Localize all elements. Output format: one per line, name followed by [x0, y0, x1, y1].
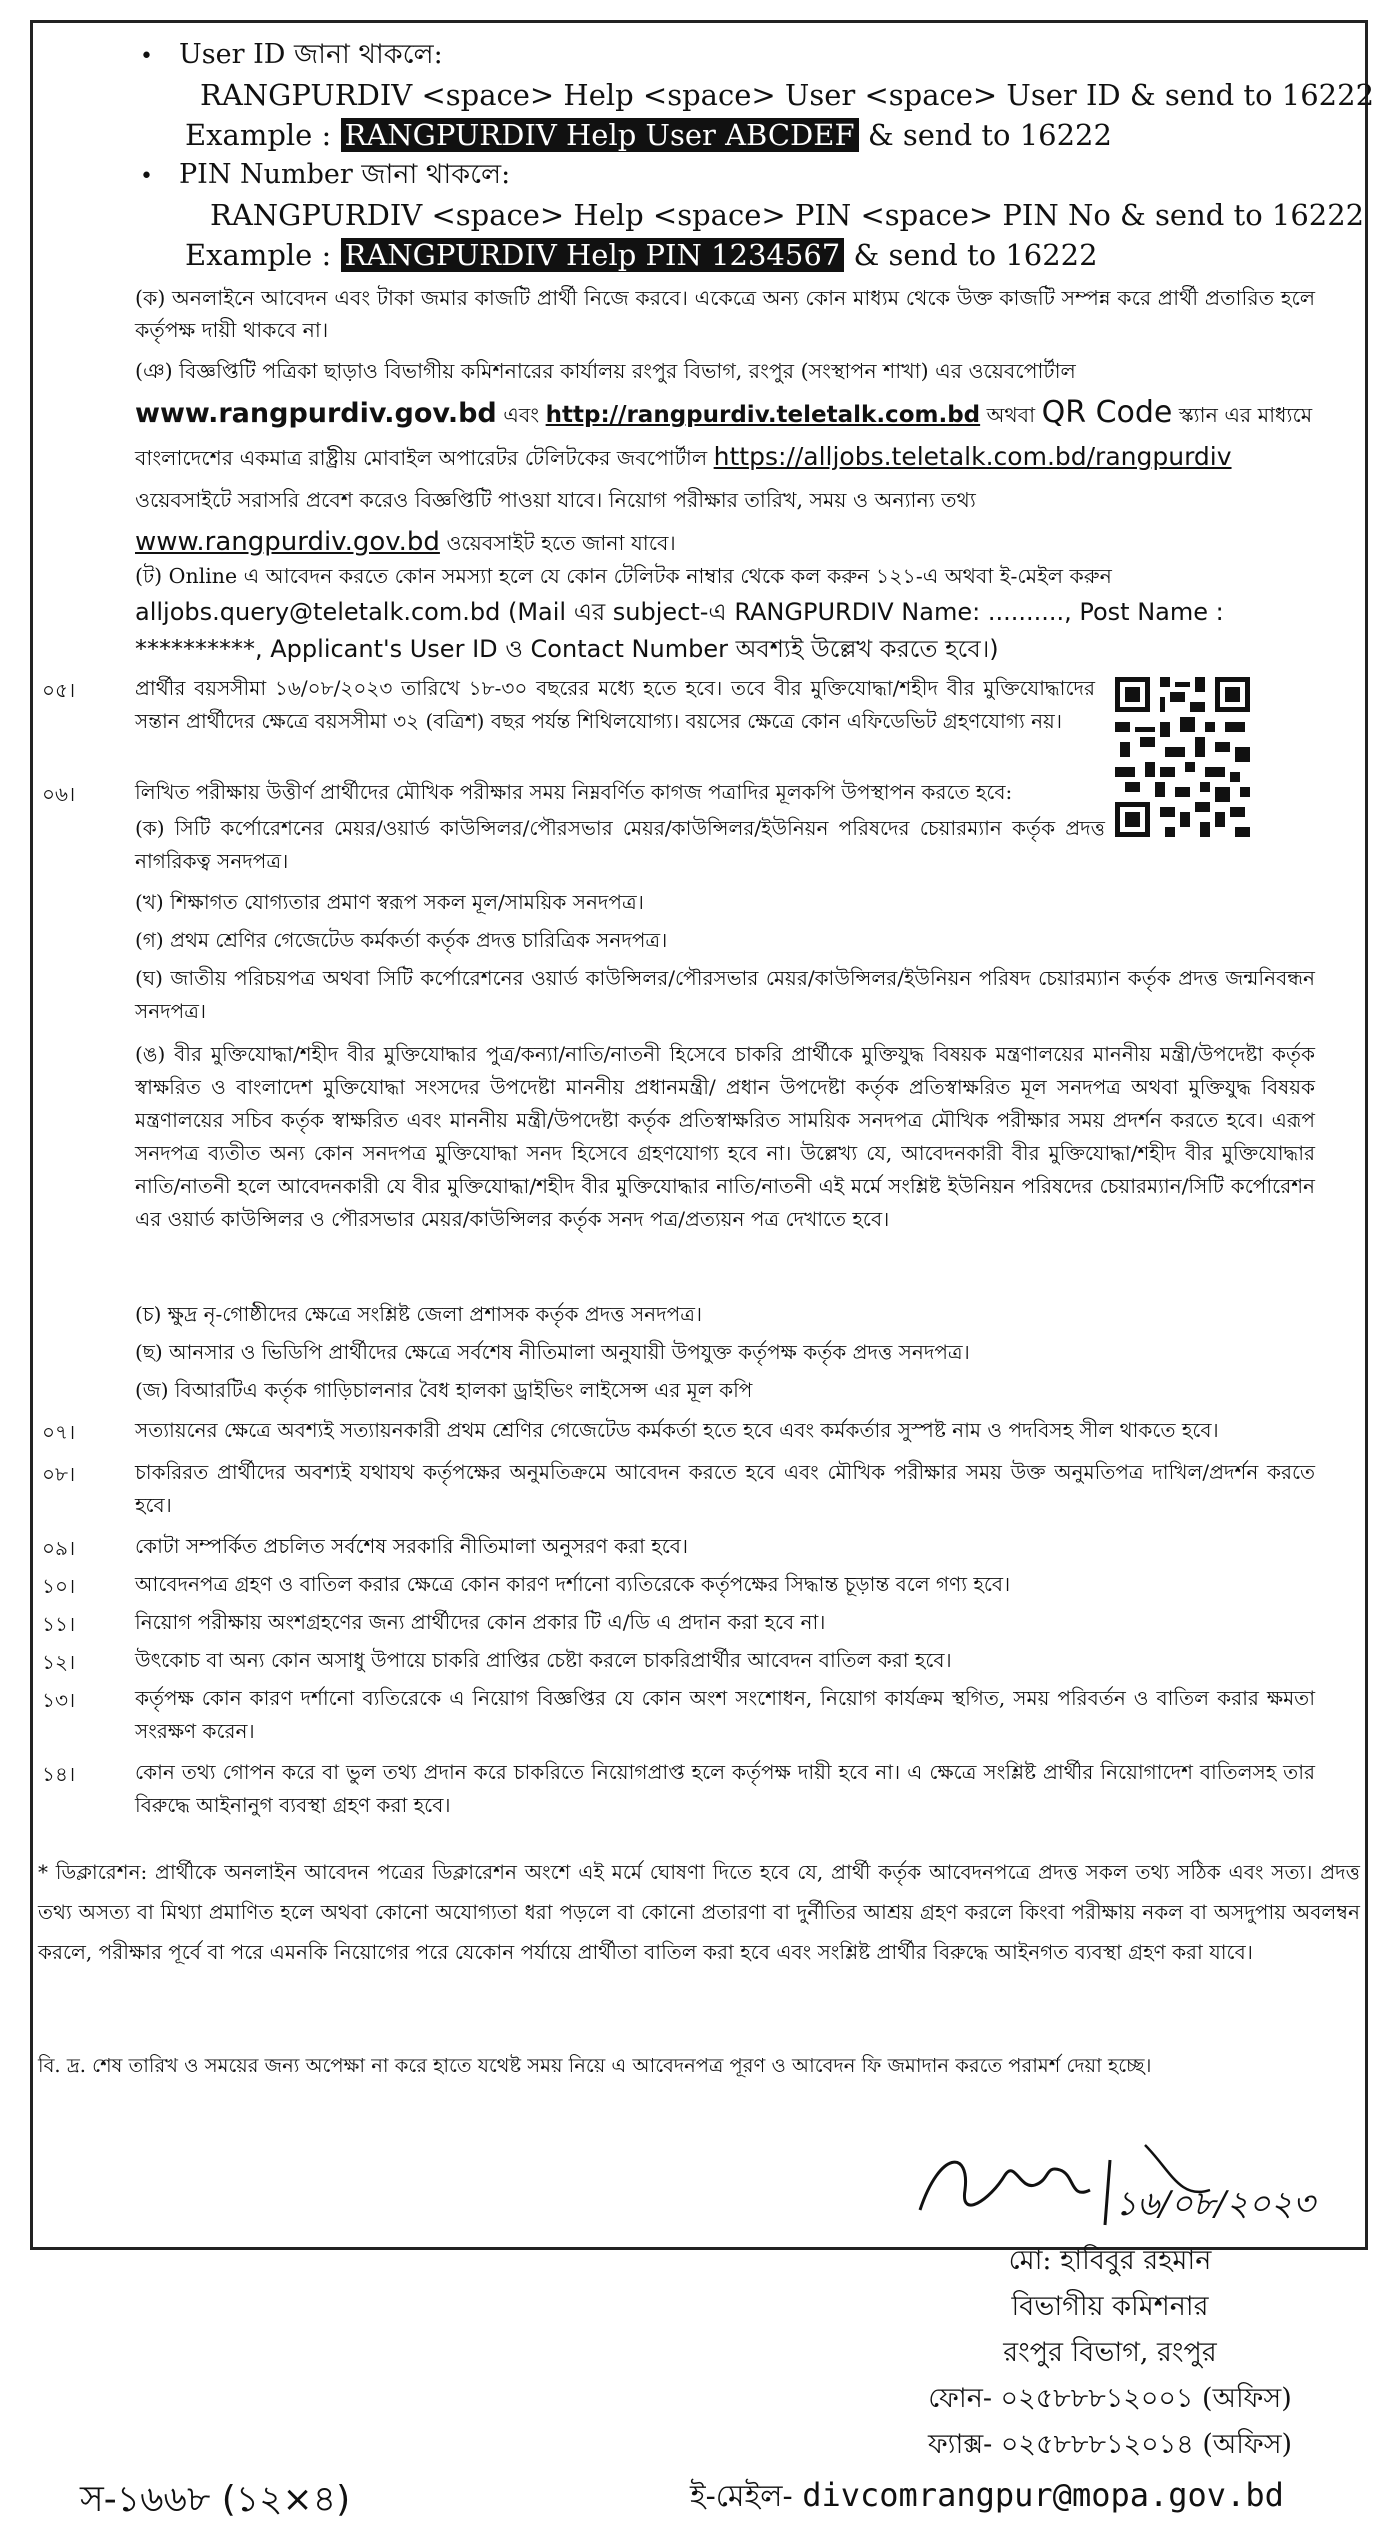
- pin-example-label: Example :: [185, 238, 332, 272]
- clause-ta-email-line: alljobs.query@teletalk.com.bd (Mail এর subject-এ RANGPURDIV Name: .........., Post Name :: [135, 598, 1224, 626]
- item-false-info: কোন তথ্য গোপন করে বা ভুল তথ্য প্রদান করে চাকরিতে নিয়োগপ্রাপ্ত হলে কর্তৃপক্ষ দায়ী হবে না। এ ক্ষেত্রে সংশ্লিষ্ট প্রার্থীর নিয়োগাদেশ বাতিলসহ তার বিরুদ্ধে আইনানুগ ব্যবস্থা গ্রহণ করা হবে।: [135, 1760, 1315, 1817]
- item-number: ১১।: [42, 1612, 76, 1636]
- item-attestation: সত্যায়নের ক্ষেত্রে অবশ্যই সত্যায়নকারী প্রথম শ্রেণির গেজেটেড কর্মকর্তা হতে হবে এবং কর্মকর্তার সুস্পষ্ট নাম ও পদবিসহ সীল থাকতে হবে।: [135, 1418, 1219, 1442]
- signatory-office: রংপুর বিভাগ, রংপুর: [1003, 2337, 1217, 2368]
- user-id-example-tail: & send to 16222: [867, 118, 1112, 152]
- item-no-ta-da: নিয়োগ পরীক্ষায় অংশগ্রহণের জন্য প্রার্থীদের কোন প্রকার টি এ/ডি এ প্রদান করা হবে না।: [135, 1610, 826, 1634]
- handwritten-signature: [910, 2130, 1330, 2240]
- email-address[interactable]: divcomrangpur@mopa.gov.bd: [802, 2476, 1284, 2514]
- qr-code-label: QR Code: [1041, 395, 1173, 430]
- sub-item-ga: (গ) প্রথম শ্রেণির গেজেটেড কর্মকর্তা কর্তৃক প্রদত্ত চারিত্রিক সনদপত্র।: [135, 928, 668, 952]
- memo-number: স-১৬৬৮ (১২×৪): [80, 2479, 351, 2520]
- item-age-limit: প্রার্থীর বয়সসীমা ১৬/০৮/২০২৩ তারিখে ১৮-৩০ বছরের মধ্যে হতে হবে। তবে বীর মুক্তিযোদ্ধা/শহীদ বীর মুক্তিযোদ্ধাদের সন্তান প্রার্থীদের ক্ষেত্রে বয়সসীমা ৩২ (বত্রিশ) বছর পর্যন্ত শিথিলযোগ্য। বয়সের ক্ষেত্রে কোন এফিডেভিট গ্রহণযোগ্য নয়।: [135, 676, 1095, 733]
- pin-example-code: RANGPURDIV Help PIN 1234567: [341, 238, 845, 272]
- user-id-example-label: Example :: [185, 118, 332, 152]
- item-number: ১০।: [42, 1574, 76, 1598]
- clause-ta: [135, 558, 1315, 668]
- item-number: ০৮।: [42, 1462, 76, 1486]
- pin-format: RANGPURDIV <space> Help <space> PIN <space> PIN No & send to 16222: [210, 198, 1365, 232]
- signatory-phone: ফোন- ০২৫৮৮৮১২০০১ (অফিস): [928, 2383, 1292, 2414]
- signatory-name: মো: হাবিবুর রহমান: [1008, 2245, 1212, 2276]
- clause-nga-text-1: (ঞ) বিজ্ঞপ্তিটি পত্রিকা ছাড়াও বিভাগীয় কমিশনারের কার্যালয় রংপুর বিভাগ, রংপুর (সংস্থাপন শাখা) এর ওয়েবপোর্টাল: [135, 359, 1076, 383]
- item-bribery: উৎকোচ বা অন্য কোন অসাধু উপায়ে চাকরি প্রাপ্তির চেষ্টা করলে চাকরিপ্রার্থীর আবেদন বাতিল করা হবে।: [135, 1648, 952, 1672]
- signatory-fax: ফ্যাক্স- ০২৫৮৮৮১২০১৪ (অফিস): [927, 2429, 1293, 2460]
- website-link[interactable]: www.rangpurdiv.gov.bd: [135, 398, 497, 429]
- item-number: ০৬।: [42, 782, 76, 806]
- user-id-example-code: RANGPURDIV Help User ABCDEF: [341, 118, 859, 152]
- item-quota: কোটা সম্পর্কিত প্রচলিত সর্বশেষ সরকারি নীতিমালা অনুসরণ করা হবে।: [135, 1534, 689, 1558]
- user-id-title: User ID জানা থাকলে:: [178, 39, 443, 70]
- pin-example-tail: & send to 16222: [853, 238, 1098, 272]
- alljobs-link[interactable]: https://alljobs.teletalk.com.bd/rangpurdiv: [713, 442, 1232, 471]
- website-link-2[interactable]: www.rangpurdiv.gov.bd: [135, 527, 440, 557]
- clause-nga-or: অথবা: [986, 403, 1036, 427]
- clause-nga-text-4: ওয়েবসাইট হতে জানা যাবে।: [446, 531, 676, 555]
- item-authority-rights: কর্তৃপক্ষ কোন কারণ দর্শানো ব্যতিরেকে এ নিয়োগ বিজ্ঞপ্তির যে কোন অংশ সংশোধন, নিয়োগ কার্যক্রম স্থগিত, সময় পরিবর্তন ও বাতিল করার ক্ষমতা সংরক্ষণ করেন।: [135, 1686, 1315, 1743]
- item-viva-documents-text: লিখিত পরীক্ষায় উত্তীর্ণ প্রার্থীদের মৌখিক পরীক্ষার সময় নিম্নবর্ণিত কাগজ পত্রাদির মূলকপি উপস্থাপন করতে হবে:: [135, 780, 1013, 804]
- qr-code-image[interactable]: [1110, 672, 1255, 842]
- bullet-icon: •: [140, 44, 153, 69]
- declaration-footnote: * ডিক্লারেশন: প্রার্থীকে অনলাইন আবেদন পত্রের ডিক্লারেশন অংশে এই মর্মে ঘোষণা দিতে হবে যে, প্রার্থী কর্তৃক আবেদনপত্রে প্রদত্ত সকল তথ্য সঠিক এবং সত্য। প্রদত্ত তথ্য অসত্য বা মিথ্যা প্রমাণিত হলে অথবা কোনো অযোগ্যতা ধরা পড়লে বা কোনো প্রতারণা বা দুর্নীতির আশ্রয় গ্রহণ করলে কিংবা পরীক্ষায় নকল বা অসদুপায় অবলম্বন করলে, পরীক্ষার পূর্বে বা পরে এমনকি নিয়োগের পরে যেকোন পর্যায়ে প্রার্থীতা বাতিল করা হবে এবং সংশ্লিষ্ট প্রার্থীর বিরুদ্ধে আইনগত ব্যবস্থা গ্রহণ করা যাবে।: [38, 1860, 1360, 1964]
- sub-item-kha: (খ) শিক্ষাগত যোগ্যতার প্রমাণ স্বরূপ সকল মূল/সাময়িক সনদপত্র।: [135, 890, 644, 914]
- clause-nga: [135, 350, 1315, 564]
- clause-nga-and: এবং: [503, 403, 540, 427]
- item-number: ১৪।: [42, 1762, 76, 1786]
- item-number: ০৯।: [42, 1536, 76, 1560]
- bullet-icon: •: [140, 164, 153, 189]
- sub-item-cha: (চ) ক্ষুদ্র নৃ-গোষ্ঠীদের ক্ষেত্রে সংশ্লিষ্ট জেলা প্রশাসক কর্তৃক প্রদত্ত সনদপত্র।: [135, 1302, 703, 1326]
- sub-item-gha: (ঘ) জাতীয় পরিচয়পত্র অথবা সিটি কর্পোরেশনের ওয়ার্ড কাউন্সিলর/পৌরসভার মেয়র/কাউন্সিলর/ইউনিয়ন পরিষদ চেয়ারম্যান কর্তৃক প্রদত্ত জন্মনিবন্ধন সনদপত্র।: [135, 966, 1315, 1023]
- sub-item-ka: (ক) সিটি কর্পোরেশনের মেয়র/ওয়ার্ড কাউন্সিলর/পৌরসভার মেয়র/কাউন্সিলর/ইউনিয়ন পরিষদের চেয়ারম্যান কর্তৃক প্রদত্ত নাগরিকত্ব সনদপত্র।: [135, 816, 1105, 873]
- pin-title-line: [140, 158, 510, 194]
- user-id-example-line: [185, 118, 1112, 152]
- sub-item-chha: (ছ) আনসার ও ভিডিপি প্রার্থীদের ক্ষেত্রে সর্বশেষ নীতিমালা অনুযায়ী উপযুক্ত কর্তৃপক্ষ কর্তৃক প্রদত্ত সনদপত্র।: [135, 1340, 970, 1364]
- signatory-email-line: [690, 2472, 1284, 2523]
- advice-note: বি. দ্র. শেষ তারিখ ও সময়ের জন্য অপেক্ষা না করে হাতে যথেষ্ট সময় নিয়ে এ আবেদনপত্র পূরণ ও আবেদন ফি জমাদান করতে পরামর্শ দেয়া হচ্ছে।: [38, 2054, 1152, 2077]
- clause-nga-text-3: ওয়েবসাইটে সরাসরি প্রবেশ করেও বিজ্ঞপ্তিটি পাওয়া যাবে। নিয়োগ পরীক্ষার তারিখ, সময় ও অন্যান্য তথ্য: [135, 488, 976, 512]
- pin-example-line: [185, 238, 1098, 272]
- item-viva-documents: [135, 776, 1315, 809]
- clause-nga-scan: স্ক্যান এর মাধ্যমে: [1178, 403, 1313, 427]
- item-authority-decision: আবেদনপত্র গ্রহণ ও বাতিল করার ক্ষেত্রে কোন কারণ দর্শানো ব্যতিরেকে কর্তৃপক্ষের সিদ্ধান্ত চূড়ান্ত বলে গণ্য হবে।: [135, 1572, 1011, 1596]
- clause-nga-text-2: বাংলাদেশের একমাত্র রাষ্ট্রীয় মোবাইল অপারেটর টেলিটকের জবপোর্টাল: [135, 446, 708, 470]
- user-id-title-line: [140, 38, 443, 74]
- item-number: ০৭।: [42, 1420, 76, 1444]
- clause-ta-text-3: **********, Applicant's User ID ও Contact Number অবশ্যই উল্লেখ করতে হবে।): [135, 635, 999, 663]
- sub-item-umo: (ঙ) বীর মুক্তিযোদ্ধা/শহীদ বীর মুক্তিযোদ্ধার পুত্র/কন্যা/নাতি/নাতনী হিসেবে চাকরি প্রার্থীকে মুক্তিযুদ্ধ বিষয়ক মন্ত্রণালয়ের মাননীয় মন্ত্রী/উপদেষ্টা কর্তৃক স্বাক্ষরিত ও বাংলাদেশ মুক্তিযোদ্ধা সংসদের উপদেষ্টা মাননীয় প্রধানমন্ত্রী/ প্রধান উপদেষ্টা কর্তৃক প্রতিস্বাক্ষরিত মূল সনদপত্র অথবা মুক্তিযুদ্ধ বিষয়ক মন্ত্রণালয়ের সচিব কর্তৃক স্বাক্ষরিত এবং মাননীয় মন্ত্রী/উপদেষ্টা কর্তৃক প্রতিস্বাক্ষরিত সাময়িক সনদপত্র মৌখিক পরীক্ষার সময় প্রদর্শন করতে হবে। এরূপ সনদপত্র ব্যতীত অন্য কোন সনদপত্র মুক্তিযোদ্ধা সনদ হিসেবে গ্রহণযোগ্য হবে না। উল্লেখ্য যে, আবেদনকারী বীর মুক্তিযোদ্ধা/শহীদ বীর মুক্তিযোদ্ধার নাতি/নাতনী হলে আবেদনকারী যে বীর মুক্তিযোদ্ধা/শহীদ বীর মুক্তিযোদ্ধার নাতি/নাতনী এই মর্মে সংশ্লিষ্ট ইউনিয়ন পরিষদের চেয়ারম্যান/সিটি কর্পোরেশন এর ওয়ার্ড কাউন্সিলর ও পৌরসভার মেয়র/কাউন্সিলর কর্তৃক সনদ পত্র/প্রত্যয়ন পত্র দেখাতে হবে।: [135, 1042, 1315, 1231]
- sub-item-ja: (জ) বিআরটিএ কর্তৃক গাড়িচালনার বৈধ হালকা ড্রাইভিং লাইসেন্স এর মূল কপি: [135, 1378, 753, 1402]
- pin-title: PIN Number জানা থাকলে:: [178, 159, 511, 190]
- item-number: ০৫।: [42, 678, 76, 702]
- teletalk-link[interactable]: http://rangpurdiv.teletalk.com.bd: [545, 402, 981, 428]
- email-label: ই-মেইল-: [690, 2479, 793, 2514]
- clause-ta-text-1: (ট) Online এ আবেদন করতে কোন সমস্যা হলে যে কোন টেলিটক নাম্বার থেকে কল করুন ১২১-এ অথবা ই-মেইল করুন: [135, 564, 1112, 588]
- item-number: ১৩।: [42, 1688, 76, 1712]
- signature-date: ১৬/০৮/২০২৩: [1115, 2184, 1315, 2224]
- signatory-designation: বিভাগীয় কমিশনার: [1011, 2291, 1209, 2322]
- item-number: ১২।: [42, 1650, 76, 1674]
- user-id-format: RANGPURDIV <space> Help <space> User <space> User ID & send to 16222: [200, 78, 1375, 112]
- item-employed-candidates: চাকরিরত প্রার্থীদের অবশ্যই যথাযথ কর্তৃপক্ষের অনুমতিক্রমে আবেদন করতে হবে এবং মৌখিক পরীক্ষার সময় উক্ত অনুমতিপত্র দাখিল/প্রদর্শন করতে হবে।: [135, 1460, 1315, 1517]
- clause-ka: (ক) অনলাইনে আবেদন এবং টাকা জমার কাজটি প্রার্থী নিজে করবে। একেত্রে অন্য কোন মাধ্যম থেকে উক্ত কাজটি সম্পন্ন করে প্রার্থী প্রতারিত হলে কর্তৃপক্ষ দায়ী থাকবে না।: [135, 286, 1315, 342]
